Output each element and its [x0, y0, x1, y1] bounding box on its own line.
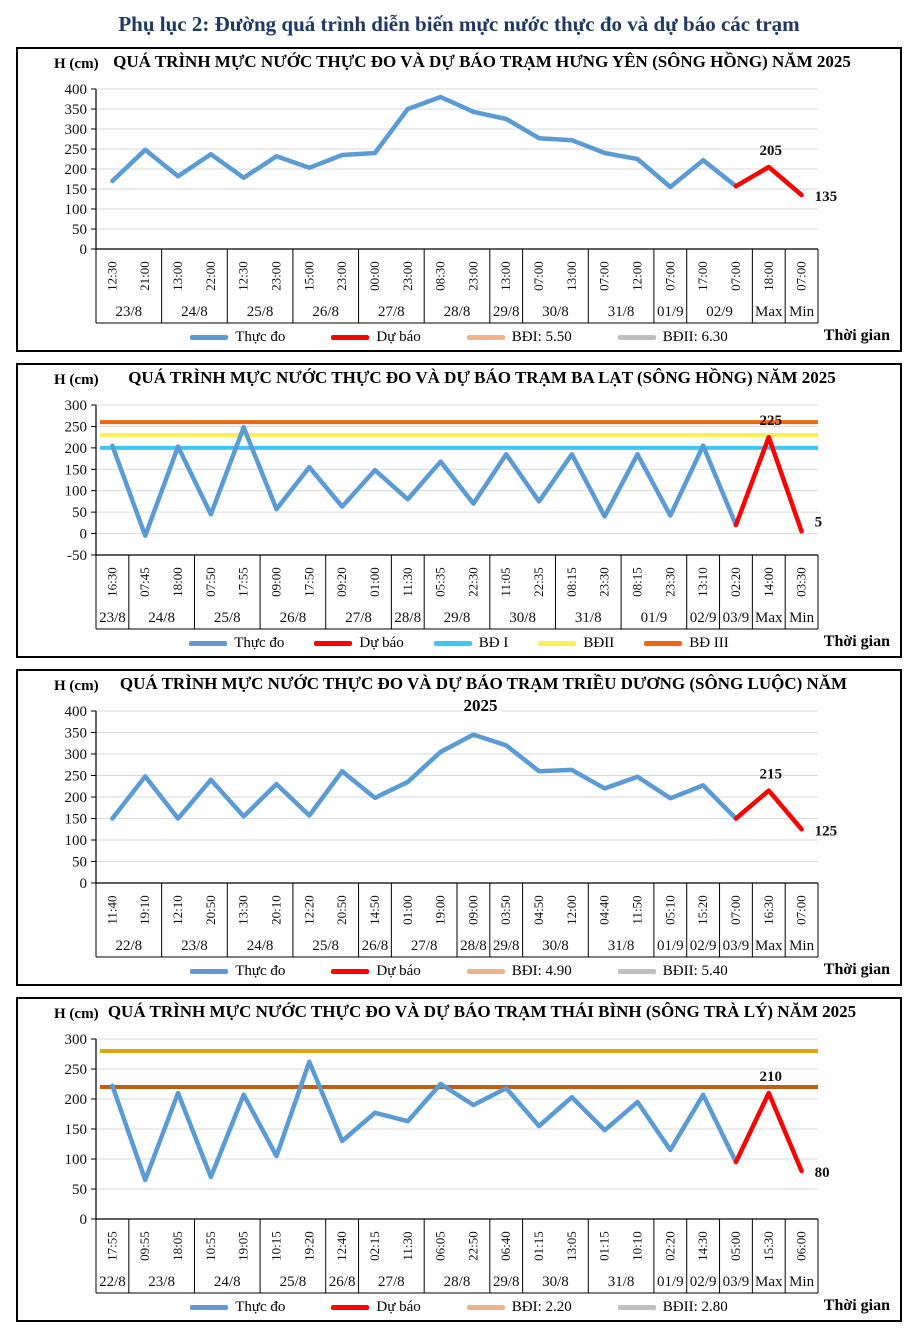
x-date-label: 24/8: [148, 610, 175, 626]
chart-title-text: QUÁ TRÌNH MỰC NƯỚC THỰC ĐO VÀ DỰ BÁO TRẠM HƯNG YÊN (SÔNG HỒNG) NĂM 2025: [110, 52, 854, 71]
page-title: Phụ lục 2: Đường quá trình diễn biến mực nước thực đo và dự báo các trạm: [118, 12, 800, 36]
x-tick-time-label: 06:05: [432, 1231, 448, 1261]
x-tick-time-label: 17:55: [235, 567, 251, 597]
x-tick-time-label: 17:00: [695, 261, 711, 291]
legend-label: BĐ III: [689, 634, 729, 651]
x-date-label: 01/9: [656, 938, 684, 954]
x-tick-time-label: 05:10: [662, 895, 678, 925]
x-date-label: 26/8: [279, 610, 307, 626]
measured-line: [112, 1062, 736, 1180]
x-date-label: 28/8: [443, 1274, 471, 1290]
y-tick-label: 0: [79, 242, 87, 258]
legend-line-swatch: [467, 335, 505, 340]
point-value-label: 80: [814, 1165, 830, 1181]
y-tick-label: 50: [72, 1182, 87, 1198]
x-tick-time-label: 17:55: [104, 1231, 120, 1261]
x-tick-time-label: 11:30: [399, 1231, 415, 1261]
y-tick-label: 250: [64, 142, 87, 158]
x-tick-time-label: 19:00: [432, 895, 448, 925]
x-date-label: 03/9: [722, 938, 750, 954]
x-axis-title: Thời gian: [823, 327, 890, 344]
legend-line-swatch: [331, 335, 369, 340]
x-tick-time-label: 14:50: [366, 895, 382, 925]
legend-label: Thực đo: [235, 962, 286, 979]
y-tick-label: 0: [79, 876, 87, 892]
legend-item: [190, 329, 285, 346]
x-tick-time-label: 18:00: [760, 261, 776, 291]
x-tick-time-label: 19:10: [137, 895, 153, 925]
x-date-label: 30/8: [542, 938, 569, 954]
x-tick-time-label: 13:05: [563, 1231, 579, 1261]
x-date-label: Max: [755, 1274, 783, 1290]
x-date-label: 26/8: [361, 938, 389, 954]
x-date-label: 31/8: [574, 610, 602, 626]
legend-line-swatch: [190, 335, 228, 340]
x-tick-time-label: 15:00: [301, 261, 317, 291]
x-tick-time-label: 12:40: [334, 1231, 350, 1261]
legend-item: [189, 635, 284, 652]
chart-title: [104, 367, 860, 389]
x-date-label: 02/9: [689, 938, 717, 954]
y-tick-label: 350: [64, 102, 87, 118]
x-tick-time-label: 08:15: [563, 567, 579, 597]
legend-line-swatch: [331, 969, 369, 974]
x-tick-time-label: 22:30: [465, 567, 481, 597]
x-date-label: 30/8: [542, 1274, 569, 1290]
point-value-label: 135: [814, 189, 838, 205]
x-date-label: 31/8: [607, 1274, 635, 1290]
chart-card: [16, 997, 902, 1322]
legend-line-swatch: [618, 335, 656, 340]
x-tick-time-label: 18:00: [170, 567, 186, 597]
y-tick-label: 300: [64, 747, 87, 763]
x-tick-time-label: 03:50: [498, 895, 514, 925]
x-tick-time-label: 08:15: [629, 567, 645, 597]
x-tick-time-label: 04:40: [596, 895, 612, 925]
y-tick-label: 200: [64, 1092, 87, 1108]
legend-line-swatch: [618, 969, 656, 974]
x-tick-time-label: 01:15: [596, 1231, 612, 1261]
y-tick-label: 400: [64, 82, 87, 98]
legend-item: [618, 1299, 728, 1316]
x-tick-time-label: 13:00: [170, 261, 186, 291]
x-tick-time-label: 14:30: [695, 1231, 711, 1261]
point-value-label: 210: [759, 1069, 783, 1085]
charts-container: [0, 47, 918, 1322]
y-tick-label: 50: [72, 222, 87, 238]
x-date-label: 02/9: [689, 1274, 717, 1290]
x-tick-time-label: 23:00: [399, 261, 415, 291]
measured-line: [112, 427, 736, 535]
y-tick-label: 150: [64, 1122, 87, 1138]
legend-item: [467, 329, 572, 346]
x-date-label: Max: [755, 610, 783, 626]
y-tick-label: 200: [64, 440, 87, 457]
y-tick-label: 0: [79, 1212, 87, 1228]
chart-plot: [18, 395, 898, 632]
chart-legend: [18, 1297, 900, 1317]
x-axis-title: Thời gian: [823, 1297, 890, 1314]
legend-label: BĐII: 5.40: [662, 962, 728, 979]
x-tick-time-label: 13:10: [695, 567, 711, 597]
x-date-label: Max: [755, 304, 783, 320]
x-tick-time-label: 12:30: [104, 261, 120, 291]
legend-label: BĐI: 2.20: [511, 1298, 572, 1315]
x-tick-time-label: 11:05: [498, 567, 514, 597]
chart-title-text: QUÁ TRÌNH MỰC NƯỚC THỰC ĐO VÀ DỰ BÁO TRẠM THÁI BÌNH (SÔNG TRÀ LÝ) NĂM 2025: [105, 1002, 859, 1021]
x-tick-time-label: 01:00: [366, 567, 382, 597]
point-value-label: 205: [759, 143, 783, 159]
x-date-label: 30/8: [542, 304, 569, 320]
x-date-label: 25/8: [246, 304, 274, 320]
x-tick-time-label: 05:35: [432, 567, 448, 597]
y-tick-label: 300: [64, 398, 87, 414]
legend-line-swatch: [618, 1305, 656, 1310]
legend-item: [331, 1299, 420, 1316]
x-date-label: 22/8: [99, 1274, 126, 1290]
point-value-label: 125: [814, 823, 838, 840]
y-tick-label: 150: [64, 811, 87, 828]
x-tick-time-label: 03:30: [793, 567, 809, 597]
x-date-label: 22/8: [115, 938, 143, 954]
x-tick-time-label: 07:00: [662, 261, 678, 291]
y-tick-label: 250: [64, 419, 87, 436]
x-tick-time-label: 06:00: [793, 1231, 809, 1261]
legend-label: Thực đo: [235, 1298, 286, 1315]
x-date-label: 28/8: [443, 304, 471, 320]
x-tick-time-label: 20:50: [202, 895, 218, 925]
x-tick-time-label: 00:00: [366, 261, 382, 291]
y-tick-label: 300: [64, 1032, 87, 1048]
x-date-label: 31/8: [607, 938, 635, 954]
x-tick-time-label: 17:50: [301, 567, 317, 597]
x-date-label: Min: [789, 938, 815, 954]
y-tick-label: 300: [64, 122, 87, 138]
y-tick-label: 200: [64, 790, 87, 806]
x-tick-time-label: 11:40: [104, 895, 120, 925]
y-tick-label: 150: [64, 182, 87, 198]
legend-line-swatch: [538, 641, 576, 646]
legend-item: [190, 1299, 285, 1316]
x-date-label: 29/8: [492, 304, 520, 320]
x-tick-time-label: 11:50: [629, 895, 645, 925]
x-date-label: Min: [789, 1274, 815, 1290]
x-tick-time-label: 06:40: [498, 1231, 514, 1261]
forecast-line: [736, 437, 802, 531]
legend-item: [434, 635, 509, 652]
x-date-label: 29/8: [443, 610, 471, 626]
x-tick-time-label: 02:15: [366, 1231, 382, 1261]
chart-card: [16, 363, 902, 658]
y-tick-label: 0: [79, 526, 87, 543]
y-axis-unit-label: H (cm): [54, 678, 99, 694]
legend-label: BĐI: 5.50: [511, 328, 572, 345]
x-tick-time-label: 10:55: [202, 1231, 218, 1261]
x-tick-time-label: 22:00: [202, 261, 218, 291]
chart-plot: [18, 1029, 898, 1296]
y-axis-unit-label: H (cm): [54, 1006, 99, 1022]
x-tick-time-label: 15:30: [760, 1231, 776, 1261]
x-axis-title: Thời gian: [823, 633, 890, 650]
x-tick-time-label: 08:30: [432, 261, 448, 291]
legend-item: [644, 635, 729, 652]
forecast-line: [736, 791, 802, 830]
x-tick-time-label: 07:00: [531, 261, 547, 291]
y-axis-unit-label: H (cm): [54, 372, 99, 388]
x-tick-time-label: 02:20: [727, 567, 743, 597]
x-date-label: 26/8: [328, 1274, 356, 1290]
x-tick-time-label: 09:55: [137, 1231, 153, 1261]
x-tick-time-label: 23:00: [334, 261, 350, 291]
x-tick-time-label: 07:45: [137, 567, 153, 597]
y-tick-label: 350: [64, 725, 87, 742]
legend-label: BĐ I: [478, 634, 509, 651]
x-tick-time-label: 07:00: [727, 261, 743, 291]
chart-title-text: QUÁ TRÌNH MỰC NƯỚC THỰC ĐO VÀ DỰ BÁO TRẠM TRIỀU DƯƠNG (SÔNG LUỘC) NĂM 2025: [117, 674, 847, 715]
y-tick-label: 250: [64, 768, 87, 785]
x-date-label: 01/9: [656, 1274, 684, 1290]
x-tick-time-label: 21:00: [137, 261, 153, 291]
x-tick-time-label: 23:30: [596, 567, 612, 597]
x-tick-time-label: 10:10: [629, 1231, 645, 1261]
x-date-label: 25/8: [312, 938, 340, 954]
point-value-label: 5: [814, 514, 823, 531]
x-date-label: 02/9: [706, 304, 733, 320]
x-date-label: 24/8: [246, 938, 274, 954]
legend-label: Thực đo: [234, 634, 285, 651]
x-date-label: 23/8: [99, 610, 126, 626]
x-tick-time-label: 10:15: [268, 1231, 284, 1261]
x-date-label: 27/8: [410, 938, 438, 954]
y-tick-label: 50: [72, 854, 87, 871]
legend-label: BĐI: 4.90: [511, 962, 572, 979]
legend-label: BĐII: 6.30: [662, 328, 728, 345]
x-tick-time-label: 07:00: [793, 261, 809, 291]
x-tick-time-label: 23:00: [268, 261, 284, 291]
x-date-label: 25/8: [213, 610, 241, 626]
y-tick-label: 100: [64, 202, 87, 218]
chart-title: [104, 51, 860, 73]
chart-plot: [18, 79, 898, 326]
x-tick-time-label: 05:00: [727, 1231, 743, 1261]
x-tick-time-label: 07:00: [793, 895, 809, 925]
x-tick-time-label: 20:10: [268, 895, 284, 925]
x-tick-time-label: 09:00: [268, 567, 284, 597]
x-tick-time-label: 16:30: [104, 567, 120, 597]
x-tick-time-label: 23:30: [662, 567, 678, 597]
legend-label: BĐII: 2.80: [662, 1298, 728, 1315]
legend-line-swatch: [434, 641, 472, 646]
x-tick-time-label: 11:30: [399, 567, 415, 597]
y-tick-label: 100: [64, 833, 87, 849]
x-tick-time-label: 07:00: [727, 895, 743, 925]
y-tick-label: 150: [64, 462, 87, 479]
x-date-label: Min: [789, 610, 815, 626]
chart-title-text: QUÁ TRÌNH MỰC NƯỚC THỰC ĐO VÀ DỰ BÁO TRẠM BA LẠT (SÔNG HỒNG) NĂM 2025: [125, 368, 839, 387]
x-date-label: 23/8: [181, 938, 208, 954]
x-tick-time-label: 12:30: [235, 261, 251, 291]
x-date-label: 27/8: [378, 1274, 405, 1290]
y-tick-label: 250: [64, 1062, 87, 1078]
legend-item: [314, 635, 403, 652]
x-tick-time-label: 02:20: [662, 1231, 678, 1261]
x-tick-time-label: 01:15: [531, 1231, 547, 1261]
x-date-label: 01/9: [640, 610, 668, 626]
legend-line-swatch: [190, 969, 228, 974]
chart-legend: [18, 961, 900, 981]
chart-card: [16, 47, 902, 352]
legend-line-swatch: [331, 1305, 369, 1310]
legend-item: [467, 1299, 572, 1316]
x-tick-time-label: 23:00: [465, 261, 481, 291]
x-tick-time-label: 18:05: [170, 1231, 186, 1261]
x-tick-time-label: 14:00: [760, 567, 776, 597]
x-tick-time-label: 12:20: [301, 895, 317, 925]
x-date-label: 29/8: [492, 938, 520, 954]
x-tick-time-label: 04:50: [531, 895, 547, 925]
y-tick-label: 50: [72, 505, 87, 522]
x-date-label: 23/8: [115, 304, 143, 320]
x-date-label: 23/8: [148, 1274, 175, 1290]
measured-line: [112, 97, 736, 187]
forecast-line: [736, 167, 802, 195]
x-tick-time-label: 22:35: [531, 567, 547, 597]
legend-line-swatch: [467, 1305, 505, 1310]
x-date-label: 30/8: [509, 610, 536, 626]
x-tick-time-label: 07:00: [596, 261, 612, 291]
x-tick-time-label: 12:00: [563, 895, 579, 925]
x-tick-time-label: 12:00: [629, 261, 645, 291]
x-tick-time-label: 20:50: [334, 895, 350, 925]
x-tick-time-label: 13:30: [235, 895, 251, 925]
chart-legend: [18, 633, 900, 653]
y-axis-unit-label: H (cm): [54, 56, 99, 72]
x-date-label: Max: [755, 938, 783, 954]
x-tick-time-label: 16:30: [760, 895, 776, 925]
point-value-label: 215: [759, 766, 783, 783]
legend-line-swatch: [314, 641, 352, 646]
x-date-label: 25/8: [279, 1274, 307, 1290]
chart-plot: [18, 701, 898, 960]
x-date-label: 02/9: [689, 610, 717, 626]
legend-item: [467, 963, 572, 980]
legend-item: [190, 963, 285, 980]
x-date-label: 29/8: [492, 1274, 520, 1290]
x-tick-time-label: 09:00: [465, 895, 481, 925]
legend-label: Dự báo: [376, 1298, 421, 1315]
x-tick-time-label: 09:20: [334, 567, 350, 597]
x-date-label: Min: [789, 304, 815, 320]
x-date-label: 24/8: [213, 1274, 241, 1290]
legend-label: Dự báo: [359, 634, 404, 651]
legend-label: Dự báo: [376, 328, 421, 345]
x-tick-time-label: 01:00: [399, 895, 415, 925]
legend-line-swatch: [644, 641, 682, 646]
x-date-label: 28/8: [460, 938, 487, 954]
legend-item: [618, 963, 728, 980]
x-date-label: 01/9: [656, 304, 684, 320]
x-tick-time-label: 19:05: [235, 1231, 251, 1261]
legend-label: Dự báo: [376, 962, 421, 979]
x-tick-time-label: 22:50: [465, 1231, 481, 1261]
x-tick-time-label: 13:00: [498, 261, 514, 291]
x-date-label: 31/8: [607, 304, 635, 320]
y-tick-label: -50: [67, 548, 87, 564]
x-axis-title: Thời gian: [823, 961, 890, 978]
point-value-label: 225: [759, 413, 783, 430]
x-date-label: 28/8: [394, 610, 422, 626]
x-date-label: 27/8: [345, 610, 372, 626]
x-date-label: 03/9: [722, 1274, 750, 1290]
x-date-label: 26/8: [312, 304, 340, 320]
y-tick-label: 200: [64, 162, 87, 178]
y-tick-label: 100: [64, 1152, 87, 1168]
legend-line-swatch: [190, 1305, 228, 1310]
x-date-label: 27/8: [378, 304, 405, 320]
legend-item: [538, 635, 614, 652]
x-date-label: 03/9: [722, 610, 750, 626]
x-tick-time-label: 19:20: [301, 1231, 317, 1261]
chart-card: [16, 669, 902, 986]
x-tick-time-label: 13:00: [563, 261, 579, 291]
legend-item: [618, 329, 728, 346]
chart-title: [104, 673, 860, 717]
x-tick-time-label: 15:20: [695, 895, 711, 925]
chart-legend: [18, 327, 900, 347]
measured-line: [112, 735, 736, 819]
legend-item: [331, 329, 420, 346]
x-tick-time-label: 07:50: [202, 567, 218, 597]
legend-line-swatch: [467, 969, 505, 974]
legend-item: [331, 963, 420, 980]
legend-label: Thực đo: [235, 328, 286, 345]
x-date-label: 24/8: [181, 304, 208, 320]
chart-title: [104, 1001, 860, 1023]
x-tick-time-label: 12:10: [170, 895, 186, 925]
legend-label: BĐII: [583, 634, 615, 651]
y-tick-label: 400: [64, 704, 87, 720]
y-tick-label: 100: [64, 483, 87, 500]
legend-line-swatch: [189, 641, 227, 646]
